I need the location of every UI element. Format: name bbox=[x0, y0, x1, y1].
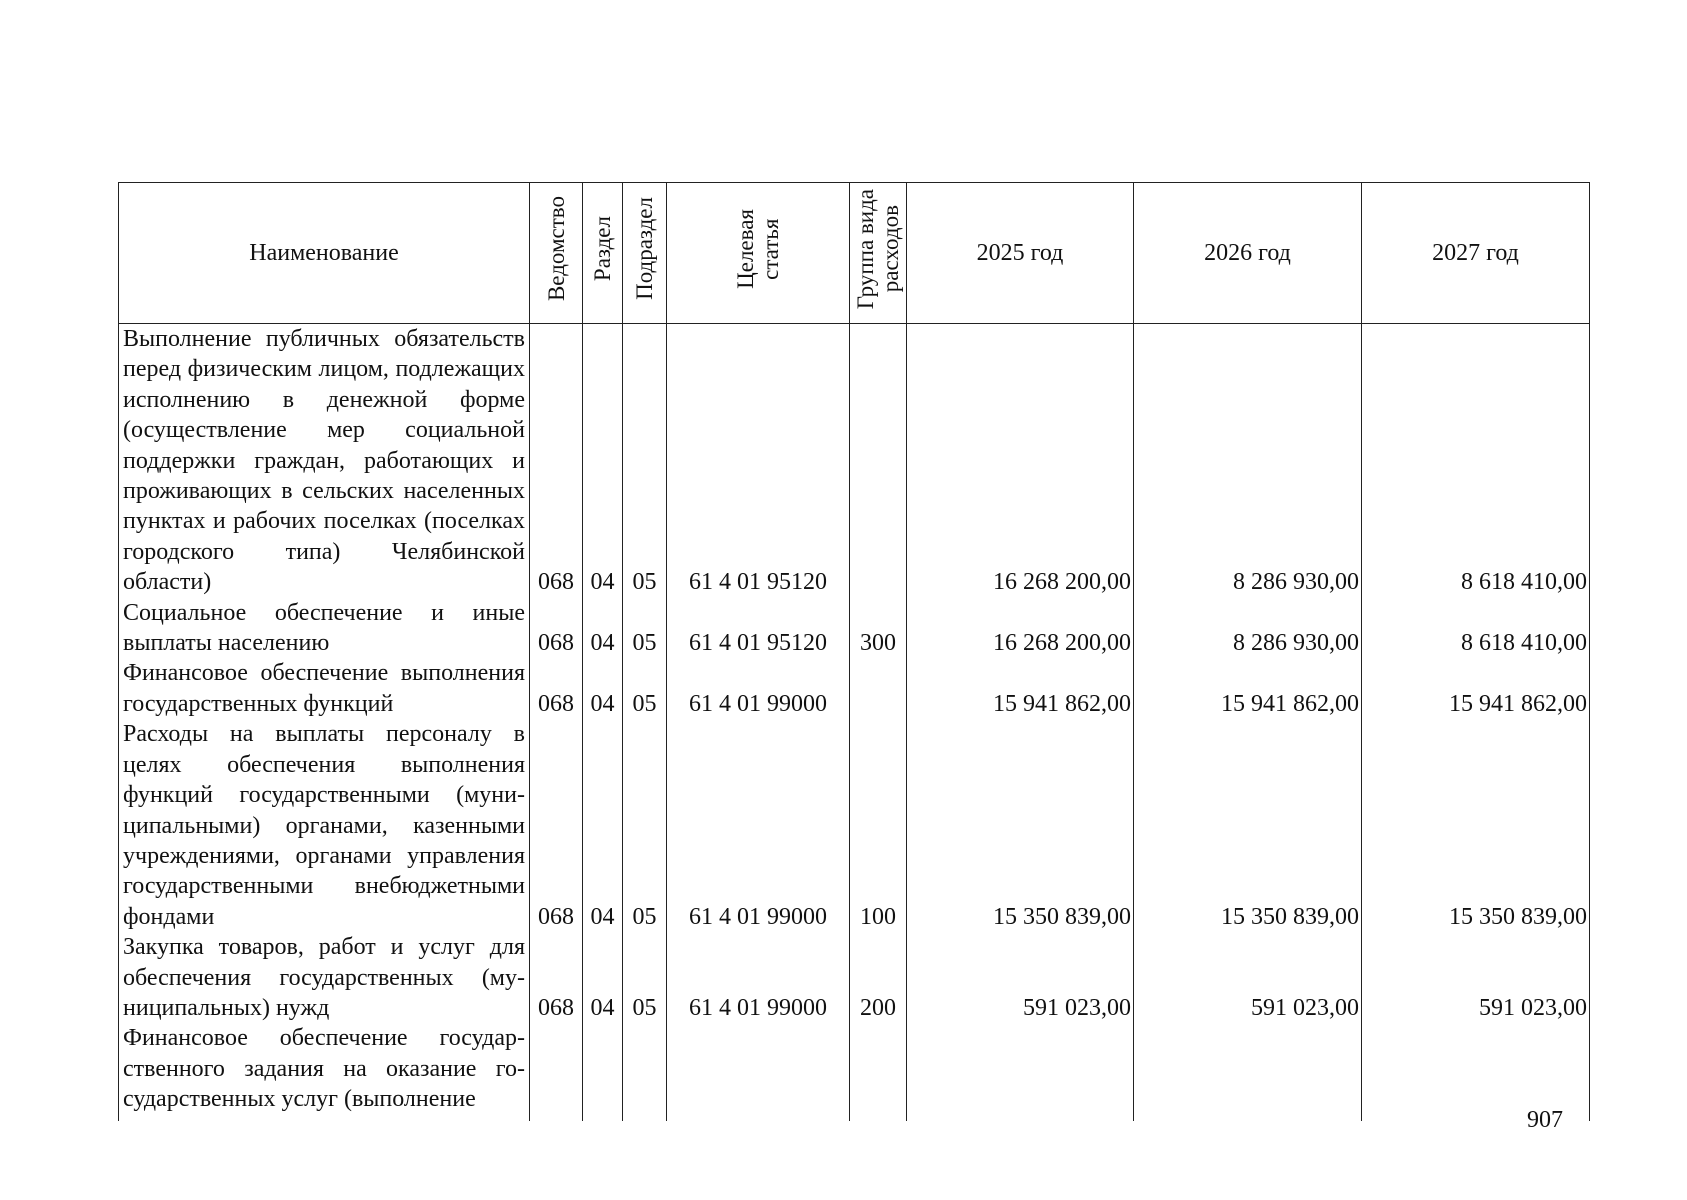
header-gruppa-vida-rashodov: Группа вида расходов bbox=[850, 183, 907, 324]
header-vedomstvo: Ведомство bbox=[530, 183, 583, 324]
row-tselevaya: 61 4 01 95120 bbox=[667, 598, 850, 659]
header-name: Наименование bbox=[119, 183, 530, 324]
row-gruppa bbox=[850, 1023, 907, 1121]
row-podrazdel: 05 bbox=[623, 598, 667, 659]
row-2025: 15 350 839,00 bbox=[907, 719, 1134, 932]
row-2025: 15 941 862,00 bbox=[907, 658, 1134, 719]
row-podrazdel: 05 bbox=[623, 324, 667, 598]
table-row bbox=[119, 932, 1590, 1023]
header-2026: 2026 год bbox=[1134, 183, 1362, 324]
row-2026 bbox=[1134, 1023, 1362, 1121]
row-2025: 16 268 200,00 bbox=[907, 324, 1134, 598]
row-tselevaya bbox=[667, 1023, 850, 1121]
table-header-row bbox=[119, 183, 1590, 324]
row-tselevaya: 61 4 01 99000 bbox=[667, 932, 850, 1023]
row-name: Закупка товаров, работ и услуг для обеспечения государственных (муниципальных) нужд bbox=[119, 932, 530, 1023]
header-2025: 2025 год bbox=[907, 183, 1134, 324]
row-name: Финансовое обеспечение выполнения государственных функций bbox=[119, 658, 530, 719]
row-2026: 8 286 930,00 bbox=[1134, 324, 1362, 598]
row-razdel: 04 bbox=[583, 658, 623, 719]
row-2027: 8 618 410,00 bbox=[1362, 598, 1590, 659]
row-gruppa bbox=[850, 324, 907, 598]
row-2025 bbox=[907, 1023, 1134, 1121]
row-name: Расходы на выплаты персоналу в целях обеспечения выполнения функций государственными (муниципальными) органами, казенными учреждениями, органами управления государственными внебюджетными фондами bbox=[119, 719, 530, 932]
header-podrazdel: Подраздел bbox=[623, 183, 667, 324]
row-podrazdel bbox=[623, 1023, 667, 1121]
row-2025: 591 023,00 bbox=[907, 932, 1134, 1023]
row-gruppa: 100 bbox=[850, 719, 907, 932]
row-razdel: 04 bbox=[583, 598, 623, 659]
row-razdel: 04 bbox=[583, 932, 623, 1023]
budget-table bbox=[118, 182, 1590, 1121]
row-2026: 591 023,00 bbox=[1134, 932, 1362, 1023]
row-gruppa: 300 bbox=[850, 598, 907, 659]
row-2026: 8 286 930,00 bbox=[1134, 598, 1362, 659]
row-tselevaya: 61 4 01 95120 bbox=[667, 324, 850, 598]
row-name: Финансовое обеспечение государственного задания на оказание государственных услуг (выполнение bbox=[119, 1023, 530, 1121]
row-2027: 15 350 839,00 bbox=[1362, 719, 1590, 932]
row-gruppa bbox=[850, 658, 907, 719]
row-tselevaya: 61 4 01 99000 bbox=[667, 719, 850, 932]
header-razdel: Раздел bbox=[583, 183, 623, 324]
row-2027: 8 618 410,00 bbox=[1362, 324, 1590, 598]
table-row bbox=[119, 1023, 1590, 1121]
row-podrazdel: 05 bbox=[623, 658, 667, 719]
table-row bbox=[119, 598, 1590, 659]
table-row bbox=[119, 658, 1590, 719]
row-razdel: 04 bbox=[583, 324, 623, 598]
row-vedomstvo: 068 bbox=[530, 598, 583, 659]
table-row bbox=[119, 324, 1590, 598]
row-2026: 15 350 839,00 bbox=[1134, 719, 1362, 932]
page-number: 907 bbox=[1527, 1107, 1563, 1133]
header-tselevaya-statya: Целевая статья bbox=[667, 183, 850, 324]
row-razdel bbox=[583, 1023, 623, 1121]
row-2025: 16 268 200,00 bbox=[907, 598, 1134, 659]
row-podrazdel: 05 bbox=[623, 932, 667, 1023]
row-2027: 591 023,00 bbox=[1362, 932, 1590, 1023]
row-razdel: 04 bbox=[583, 719, 623, 932]
row-2026: 15 941 862,00 bbox=[1134, 658, 1362, 719]
row-gruppa: 200 bbox=[850, 932, 907, 1023]
row-vedomstvo bbox=[530, 1023, 583, 1121]
header-2027: 2027 год bbox=[1362, 183, 1590, 324]
row-vedomstvo: 068 bbox=[530, 932, 583, 1023]
row-tselevaya: 61 4 01 99000 bbox=[667, 658, 850, 719]
table-row bbox=[119, 719, 1590, 932]
row-name: Социальное обеспечение и иные выплаты населению bbox=[119, 598, 530, 659]
row-vedomstvo: 068 bbox=[530, 324, 583, 598]
row-podrazdel: 05 bbox=[623, 719, 667, 932]
row-name: Выполнение публичных обязательств перед физическим лицом, подлежащих исполнению в денежной форме (осуществление мер социальной поддержки граждан, работающих и проживающих в сельских населенных пунктах и рабочих поселках (поселках городского типа) Челябинской области) bbox=[119, 324, 530, 598]
row-vedomstvo: 068 bbox=[530, 719, 583, 932]
row-vedomstvo: 068 bbox=[530, 658, 583, 719]
row-2027: 15 941 862,00 bbox=[1362, 658, 1590, 719]
